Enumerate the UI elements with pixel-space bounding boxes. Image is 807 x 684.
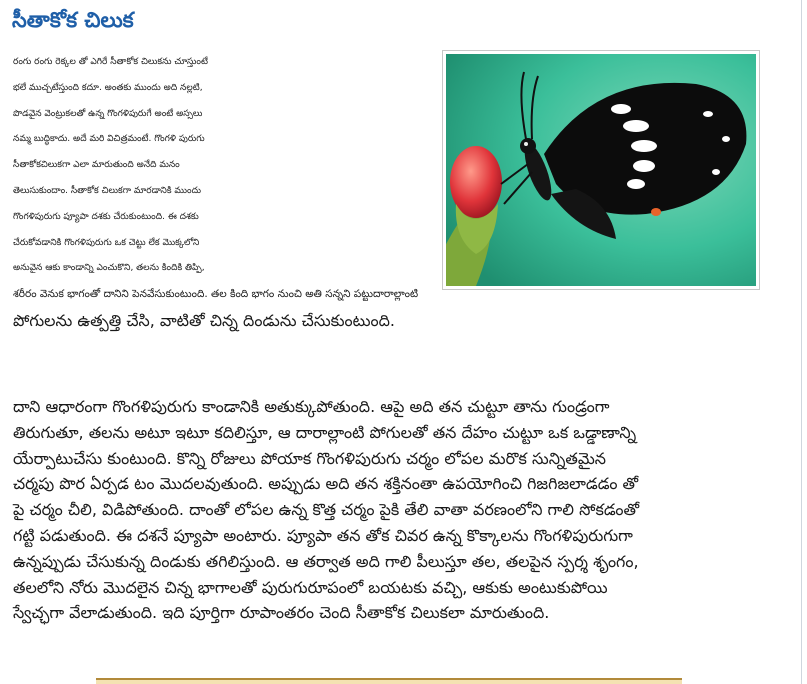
paragraph-1 bbox=[13, 50, 418, 334]
text-line: రంగు రంగు రెక్కల తో ఎగిరే సీతాకోక చిలుకను చూస్తుంటే bbox=[13, 57, 208, 67]
butterfly-on-flower-icon bbox=[446, 54, 756, 286]
text-line: తెలుసుకుందాం. సీతాకోక చిలుకగా మారడానికి ముందు bbox=[13, 185, 202, 196]
text-line: నమ్మ బుద్ధికాదు. అదే మరి విచిత్రమంటే. గొంగళి పురుగు bbox=[13, 134, 205, 145]
article-title: సీతాకోక చిలుక bbox=[12, 8, 134, 32]
text-line: గొంగళిపురుగు ప్యూపా దశకు చేరుకుంటుంది. ఈ దశకు bbox=[13, 211, 199, 222]
text-line: తలలోని నోరు మొదలైన చిన్న భాగాలతో పురుగురూపంలో బయటకు వచ్చి, ఆకుకు అంటుకుపోయి bbox=[13, 577, 608, 597]
text-line: అనువైన ఆకు కాండాన్ని ఎంచుకొని, తలను కిందికి తిప్పి, bbox=[13, 263, 205, 274]
text-line: సీతాకోకచిలుకగా ఎలా మారుతుంది అనేది మనం bbox=[13, 160, 180, 171]
text-line: దాని ఆధారంగా గొంగళిపురుగు కాండానికి అతుక్కుపోతుంది. ఆపై అది తన చుట్టూ తాను గుండ్రంగా bbox=[13, 397, 610, 416]
page-divider bbox=[801, 0, 802, 684]
text-line: చేరుకోవడానికి గొంగళిపురుగు ఒక చెట్టు లేక మొక్కలోని bbox=[13, 237, 200, 248]
paragraph-2 bbox=[13, 394, 639, 626]
text-line: యేర్పాటుచేసు కుంటుంది. కొన్ని రోజులు పోయాక గొంగళిపురుగు చర్మం లోపల మరొక సున్నితమైన bbox=[13, 448, 607, 468]
text-line: చర్మపు పొర ఏర్పడ టం మొదలవుతుంది. అప్పుడు అది తన శక్తినంతా ఉపయోగించి గిజగిజలాడడం తో bbox=[13, 474, 639, 494]
butterfly-photo bbox=[442, 50, 760, 290]
text-line: పోగులను ఉత్పత్తి చేసి, వాటితో చిన్న దిండును చేసుకుంటుంది. bbox=[13, 310, 395, 330]
text-line: పొడవైన వెంట్రుకలతో ఉన్న గొంగళిపురుగే అంటే అస్సలు bbox=[13, 108, 203, 119]
text-line: భలే ముచ్చటేస్తుంది కదూ. అంతకు ముందు అది నల్లటి, bbox=[13, 82, 203, 93]
text-line: గట్టి పడుతుంది. ఈ దశనే ప్యూపా అంటారు. ప్యూపా తన తోక చివర ఉన్న కొక్కాలను గొంగళిపురుగుగా bbox=[13, 525, 633, 545]
bottom-banner bbox=[96, 678, 682, 684]
text-line: తిరుగుతూ, తలను అటూ ఇటూ కదిలిస్తూ, ఆ దారాల్లాంటి పోగులతో తన దేహం చుట్టూ ఒక ఒడ్డాణాన్ని bbox=[13, 422, 637, 442]
text-line: స్వేచ్ఛగా వేలాడుతుంది. ఇది పూర్తిగా రూపాంతరం చెంది సీతాకోక చిలుకలా మారుతుంది. bbox=[13, 603, 550, 623]
text-line: ఉన్నప్పుడు చేసుకున్న దిండుకు తగిలిస్తుంది. ఆ తర్వాత అది గాలి పీలుస్తూ తల, తలపైన స్పర్శ శృంగం, bbox=[13, 551, 639, 571]
text-line: పై చర్మం చీలి, విడిపోతుంది. దాంతో లోపల ఉన్న కొత్త చర్మం పైకి తేలి వాతా వరణంలోని గాలి సోకడంతో bbox=[13, 500, 640, 520]
text-line: శరీరం వెనుక భాగంతో దానిని పెనవేసుకుంటుంది. తల కింది భాగం నుంచి అతి సన్నని పట్టుదారాల్లాంటి bbox=[13, 288, 419, 301]
